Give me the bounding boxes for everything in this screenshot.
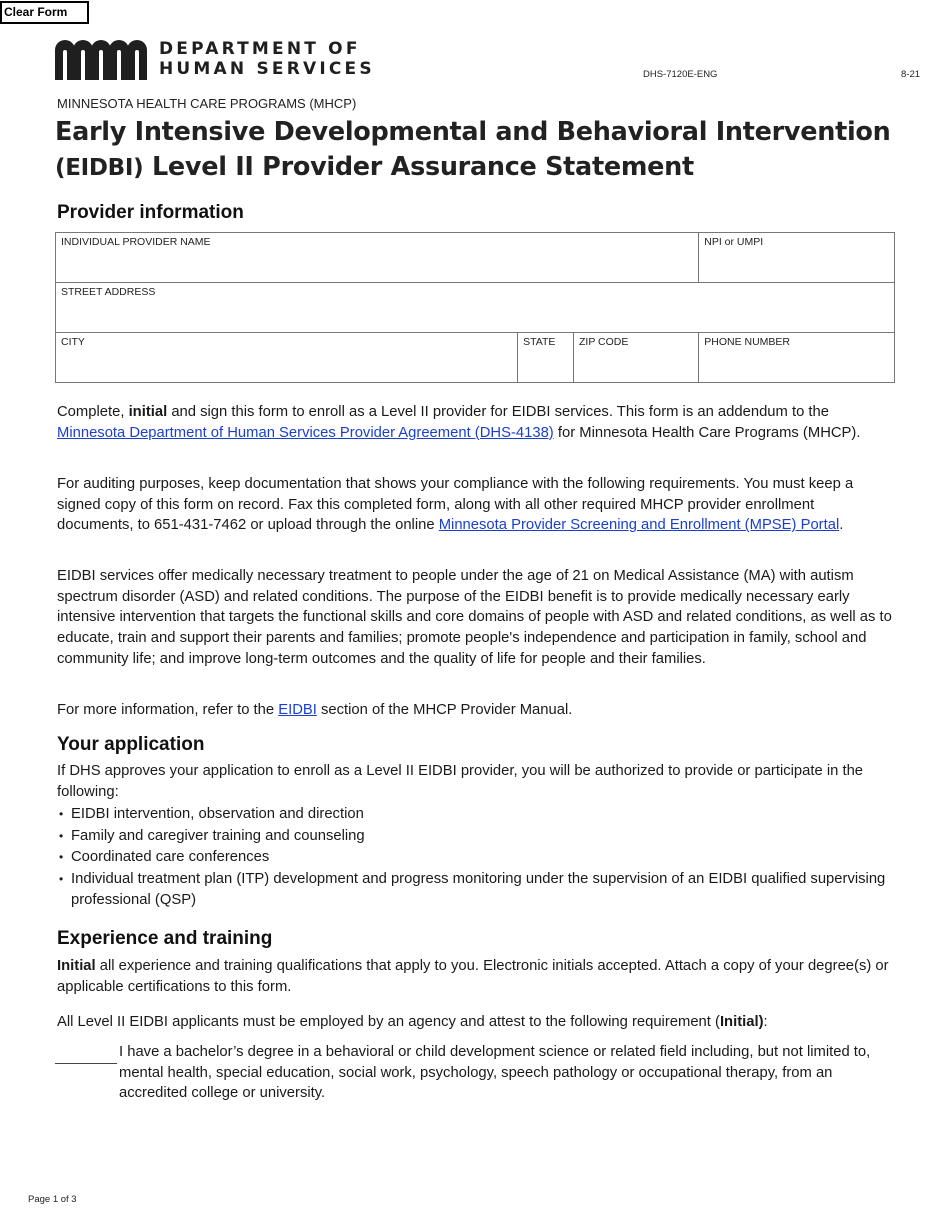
bachelors-initial-field[interactable] (55, 1063, 117, 1064)
clear-form-button[interactable]: Clear Form (0, 1, 89, 24)
experience-p2-bold: Initial) (719, 1014, 764, 1030)
list-item: • Coordinated care conferences (57, 847, 892, 869)
intro-p4-text-b: section of the MHCP Provider Manual. (316, 702, 573, 718)
intro-p1-text-c: for Minnesota Health Care Programs (MHCP). (553, 424, 861, 441)
intro-paragraph-3: EIDBI services offer medically necessary treatment to people under the age of 21 on Medical Assistance (MA) with autism spectrum disorder (ASD) and related conditions. The purpose of the EIDBI benefit is to provide medically necessary early intensive intervention that targets the functional skills and core domains of people with ASD and related conditions, as well as to educate, train and support their parents and families; promote people's independence and participation in family, school and community life; and improve long-term outcomes and the quality of life for people and their families. (57, 568, 892, 667)
intro-p2-text-a: For auditing purposes, keep documentation that shows your compliance with the following requirements. You must keep a signed copy of this form on record. Fax this completed form, along with all other required MHCP provider enrollment documents, to 651-431-7462 or upload through the online (57, 476, 854, 534)
page-title (55, 115, 935, 186)
provider-info-heading: Provider information (57, 202, 244, 223)
intro-p2-text-b: . (839, 517, 844, 534)
form-date: 8-21 (901, 69, 921, 80)
list-item: • EIDBI intervention, observation and direction (57, 804, 892, 826)
experience-p1-text: all experience and training qualifications that apply to you. Electronic initials accepted. Attach a copy of your degree(s) or applicable certifications to this form. (57, 958, 889, 995)
intro-paragraph-2 (57, 474, 892, 536)
mpse-portal-link[interactable]: Minnesota Provider Screening and Enrollment (MPSE) Portal (438, 517, 840, 534)
logo-line-2: HUMAN SERVICES (159, 59, 375, 79)
phone-label: PHONE NUMBER (704, 336, 790, 348)
logo-line-1: DEPARTMENT OF (159, 39, 361, 59)
experience-paragraph-1 (57, 956, 892, 997)
list-item: • Individual treatment plan (ITP) development and progress monitoring under the supervision of an EIDBI qualified supervising professional (QSP) (57, 869, 892, 912)
page-number: Page 1 of 3 (28, 1194, 77, 1205)
state-field[interactable] (518, 333, 574, 383)
provider-name-field[interactable] (56, 233, 699, 283)
intro-paragraph-1 (57, 402, 892, 443)
provider-agreement-link[interactable]: Minnesota Department of Human Services Provider Agreement (DHS-4138) (57, 424, 554, 441)
application-heading: Your application (57, 734, 205, 755)
title-line-2 (55, 150, 935, 186)
provider-info-table (55, 232, 895, 383)
npi-field[interactable] (699, 233, 895, 283)
title-abbr: (EIDBI) (55, 155, 144, 181)
program-name: MINNESOTA HEALTH CARE PROGRAMS (MHCP) (57, 96, 357, 111)
application-text: If DHS approves your application to enroll as a Level II EIDBI provider, you will be authorized to provide or participate in the following: (57, 763, 864, 800)
experience-p2-text-a: All Level II EIDBI applicants must be employed by an agency and attest to the following requirement ( (57, 1014, 720, 1030)
npi-label: NPI or UMPI (704, 236, 764, 248)
intro-paragraph-4 (57, 700, 892, 721)
street-address-field[interactable] (56, 283, 895, 333)
form-code: DHS-7120E-ENG (643, 69, 718, 80)
experience-p1-bold: Initial (57, 958, 96, 974)
intro-p1-text-b: and sign this form to enroll as a Level II provider for EIDBI services. This form is an addendum to the (167, 404, 829, 420)
experience-p2-text-b: : (763, 1014, 768, 1030)
eidbi-link[interactable]: EIDBI (278, 702, 317, 718)
title-sub: Level II Provider Assurance Statement (151, 152, 694, 182)
state-label: STATE (523, 336, 556, 348)
logo-wordmark (159, 39, 375, 79)
provider-name-label: INDIVIDUAL PROVIDER NAME (61, 236, 211, 248)
phone-field[interactable] (699, 333, 895, 383)
bachelors-requirement-text: I have a bachelor’s degree in a behavioral or child development science or related field including, but not limited to, mental health, special education, social work, psychology, speech pathology or occupational therapy, from an accredited college or university. (119, 1044, 871, 1102)
dhs-logo (55, 40, 385, 82)
title-line-1: Early Intensive Developmental and Behavioral Intervention (55, 117, 891, 147)
experience-heading: Experience and training (57, 928, 273, 949)
list-item: • Family and caregiver training and counseling (57, 826, 892, 848)
experience-paragraph-2 (57, 1012, 892, 1033)
intro-p1-bold: initial (128, 404, 168, 420)
mn-logo-icon (55, 40, 147, 80)
city-label: CITY (61, 336, 85, 348)
intro-p1-text-a: Complete, (57, 404, 129, 420)
street-address-label: STREET ADDRESS (61, 286, 156, 298)
zip-field[interactable] (574, 333, 699, 383)
zip-label: ZIP CODE (579, 336, 629, 348)
city-field[interactable] (56, 333, 518, 383)
intro-p4-text-a: For more information, refer to the (57, 702, 279, 718)
authorized-services-list (57, 804, 892, 912)
